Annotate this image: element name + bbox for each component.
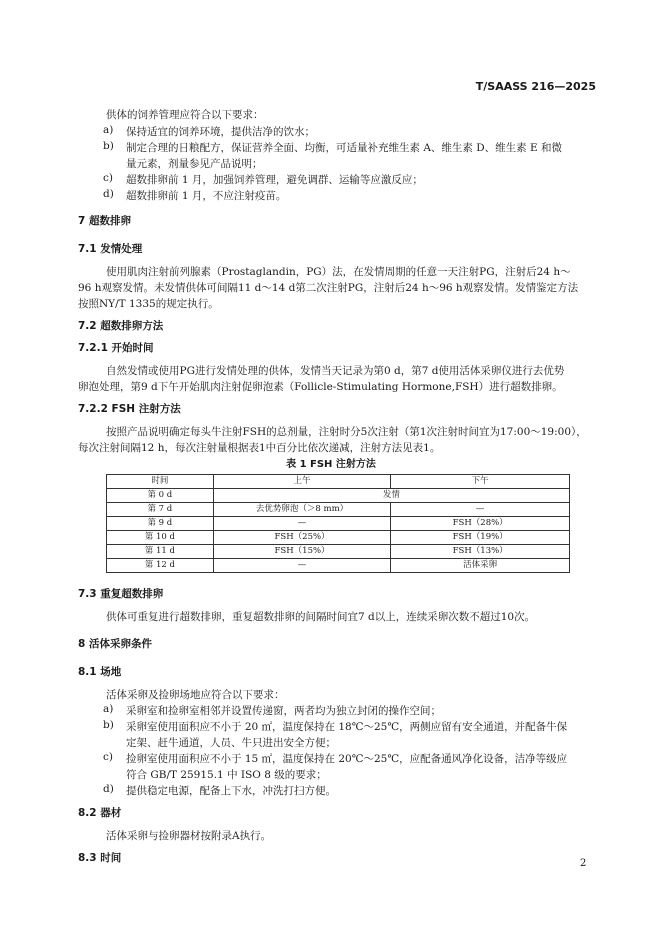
section-7-2-heading: 7.2 超数排卵方法 [78, 320, 164, 332]
table-cell: 第 10 d [107, 531, 214, 545]
table-cell: — [391, 503, 570, 517]
header-cell: 时间 [107, 475, 214, 489]
section-7-1-heading: 7.1 发情处理 [78, 243, 143, 255]
table-header-row [107, 475, 570, 489]
section-7-3-heading: 7.3 重复超数排卵 [78, 588, 164, 600]
list-item: 超数排卵前 1 月，不应注射疫苗。 [126, 190, 287, 202]
header-cell: 下午 [391, 475, 570, 489]
paragraph-line: 自然发情或使用PG进行发情处理的供体，发情当天记录为第0 d，第7 d使用活体采卵仪进行去优势 [106, 365, 565, 377]
list-item-cont: 量元素，剂量参见产品说明； [126, 158, 263, 170]
list-item: 提供稳定电源，配备上下水，冲洗打扫方便。 [126, 785, 336, 797]
page-number: 2 [580, 858, 587, 869]
table-cell: FSH（25%） [213, 531, 391, 545]
section-8-2-heading: 8.2 器材 [78, 807, 122, 819]
list-item-cont: 符合 GB/T 25915.1 中 ISO 8 级的要求； [126, 769, 327, 781]
table-cell: FSH（15%） [213, 545, 391, 559]
section-7-2-1-heading: 7.2.1 开始时间 [78, 342, 154, 354]
header-cell: 上午 [213, 475, 391, 489]
list-item: 采卵室和捡卵室相邻并设置传递窗，两者均为独立封闭的操作空间； [126, 705, 441, 717]
table-caption: 表 1 FSH 注射方法 [286, 459, 376, 470]
s6-intro: 供体的饲养管理应符合以下要求： [106, 109, 264, 121]
list-item: 制定合理的日粮配方，保证营养全面、均衡，可适量补充维生素 A、维生素 D、维生素 E 和微 [126, 142, 563, 154]
section-8-heading: 8 活体采卵条件 [78, 638, 152, 650]
fsh-injection-table [106, 474, 570, 573]
list-item: 捡卵室使用面积应不小于 15 ㎡，温度保持在 20℃～25℃，应配备通风净化设备，洁净等级应 [126, 753, 568, 765]
table-cell: 去优势卵泡（＞8 mm） [213, 503, 391, 517]
section-7-2-2-heading: 7.2.2 FSH 注射方法 [78, 403, 181, 415]
table-cell: 第 7 d [107, 503, 214, 517]
table-row [107, 559, 570, 573]
list-marker: c) [103, 172, 113, 184]
section-8-1-heading: 8.1 场地 [78, 666, 122, 678]
table-cell: FSH（13%） [391, 545, 570, 559]
paragraph-line: 供体可重复进行超数排卵，重复超数排卵的间隔时间宜7 d以上，连续采卵次数不超过10次。 [106, 611, 536, 623]
table-cell: 发情 [213, 489, 569, 503]
list-marker: a) [103, 124, 114, 136]
table-row [107, 517, 570, 531]
list-marker: d) [103, 188, 114, 200]
paragraph-line: 按照NY/T 1335的规定执行。 [78, 298, 219, 310]
table-cell: — [213, 559, 391, 573]
paragraph-line: 卵泡处理，第9 d下午开始肌肉注射促卵泡素（Follicle-Stimulating Hormone,FSH）进行超数排卵。 [78, 381, 563, 393]
list-item-cont: 定架、赶牛通道，人员、牛只进出安全方便； [126, 737, 336, 749]
paragraph-line: 96 h观察发情。未发情供体可间隔11 d～14 d第二次注射PG，注射后24 h～96 h观察发情。发情鉴定方法 [78, 282, 579, 294]
list-item: 保持适宜的饲养环境，提供洁净的饮水； [126, 126, 315, 138]
table-cell: 活体采卵 [391, 559, 570, 573]
table-cell: 第 11 d [107, 545, 214, 559]
section-8-3-heading: 8.3 时间 [78, 852, 122, 864]
list-marker: b) [103, 140, 114, 152]
table-row [107, 531, 570, 545]
list-marker: c) [103, 751, 113, 763]
table-cell: 第 12 d [107, 559, 214, 573]
table-cell: FSH（19%） [391, 531, 570, 545]
paragraph-line: 每次注射间隔12 h，每次注射量根据表1中百分比依次递减，注射方法见表1。 [78, 442, 441, 454]
table-row [107, 489, 570, 503]
table-cell: 第 9 d [107, 517, 214, 531]
table-row [107, 545, 570, 559]
list-marker: d) [103, 783, 114, 795]
list-marker: b) [103, 719, 114, 731]
list-marker: a) [103, 703, 114, 715]
table-row [107, 503, 570, 517]
standard-number: T/SAASS 216—2025 [475, 80, 596, 93]
paragraph-line: 使用肌肉注射前列腺素（Prostaglandin，PG）法，在发情周期的任意一天注射PG，注射后24 h～ [106, 266, 571, 278]
paragraph-line: 按照产品说明确定每头牛注射FSH的总剂量，注射时分5次注射（第1次注射时间宜为17:00～19:00）， [106, 426, 587, 438]
table-cell: — [213, 517, 391, 531]
list-item: 采卵室使用面积应不小于 20 ㎡，温度保持在 18℃～25℃，两侧应留有安全通道，并配备牛保 [126, 721, 568, 733]
table-cell: 第 0 d [107, 489, 214, 503]
section-7-heading: 7 超数排卵 [78, 215, 131, 227]
list-item: 超数排卵前 1 月，加强饲养管理，避免调群、运输等应激反应； [126, 174, 423, 186]
table-cell: FSH（28%） [391, 517, 570, 531]
paragraph-line: 活体采卵与捡卵器材按附录A执行。 [106, 830, 272, 842]
s8-1-intro: 活体采卵及捡卵场地应符合以下要求： [106, 689, 285, 701]
